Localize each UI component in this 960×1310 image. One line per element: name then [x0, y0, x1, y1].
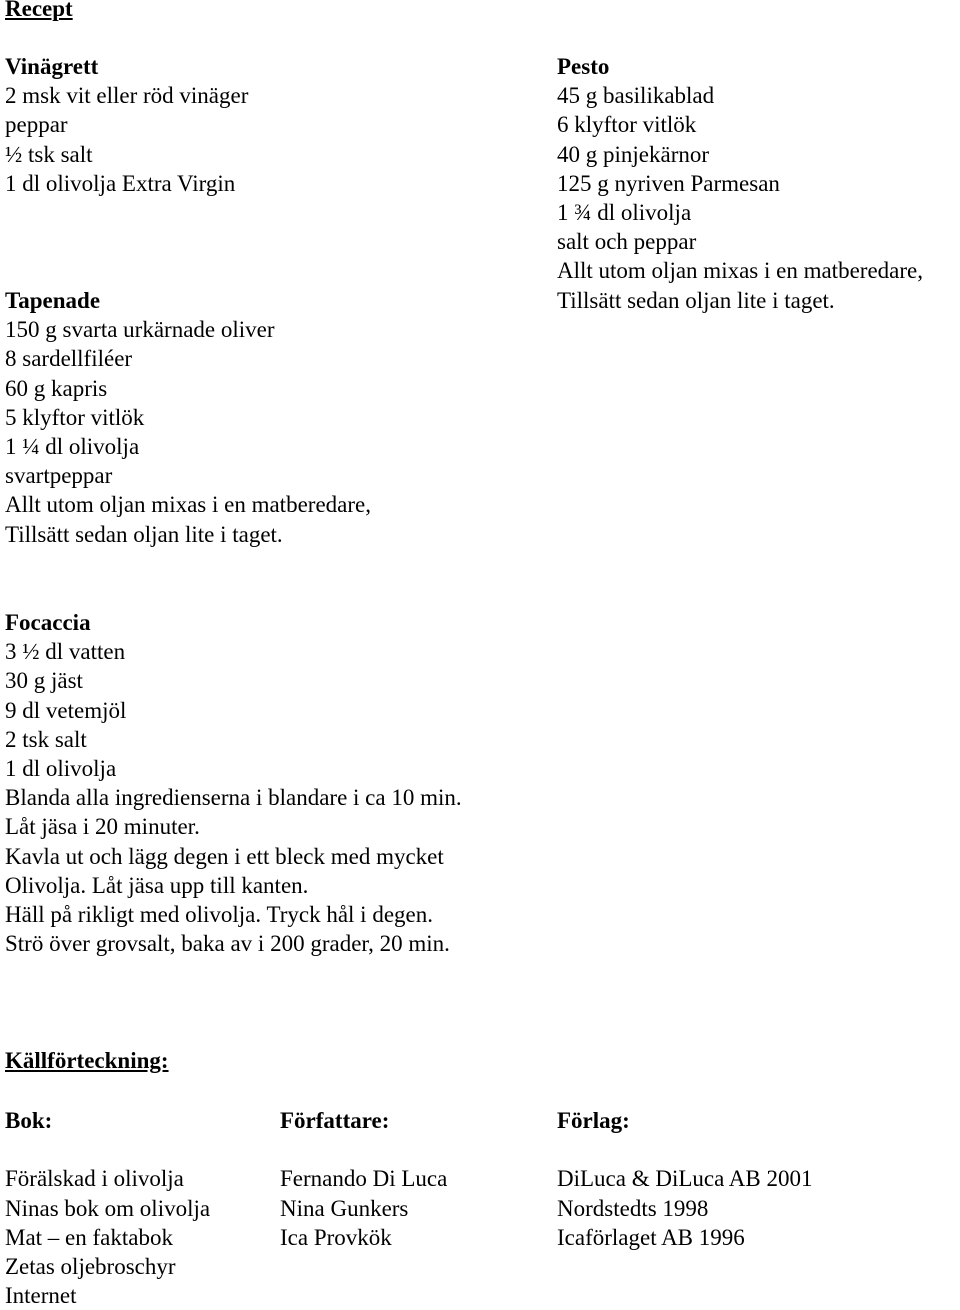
ingredient-line: 150 g svarta urkärnade oliver	[5, 317, 275, 343]
ingredient-line: peppar	[5, 112, 68, 138]
instruction-line: Häll på rikligt med olivolja. Tryck hål i degen.	[5, 901, 433, 927]
recipe-pesto	[557, 52, 923, 315]
recipe-title: Vinägrett	[5, 54, 99, 79]
ingredient-line: 45 g basilikablad	[557, 83, 715, 109]
source-publisher: DiLuca & DiLuca AB 2001	[557, 1166, 813, 1192]
sources-column-author	[280, 1106, 447, 1252]
sources-heading: Källförteckning:	[5, 1048, 169, 1073]
recipe-vinagrett	[5, 52, 248, 198]
recipe-tapenade	[5, 286, 371, 549]
source-author: Ica Provkök	[280, 1224, 392, 1250]
ingredient-line: 6 klyftor vitlök	[557, 112, 697, 138]
instruction-line: Blanda alla ingredienserna i blandare i ca 10 min.	[5, 785, 462, 811]
ingredient-line: 8 sardellfiléer	[5, 346, 133, 372]
ingredient-line: 1 ¼ dl olivolja	[5, 433, 140, 459]
column-header-author: Författare:	[280, 1108, 390, 1133]
recipe-title: Focaccia	[5, 610, 91, 635]
ingredient-line: 2 msk vit eller röd vinäger	[5, 83, 249, 109]
source-book: Ninas bok om olivolja	[5, 1195, 211, 1221]
ingredient-line: 125 g nyriven Parmesan	[557, 170, 780, 196]
sources-column-book	[5, 1106, 210, 1310]
instruction-line: Allt utom oljan mixas i en matberedare,	[557, 258, 923, 284]
ingredient-line: 40 g pinjekärnor	[557, 141, 710, 167]
sources-column-publisher	[557, 1106, 813, 1252]
source-publisher: Nordstedts 1998	[557, 1195, 709, 1221]
column-header-publisher: Förlag:	[557, 1108, 630, 1133]
ingredient-line: 1 dl olivolja	[5, 755, 117, 781]
source-book: Internet	[5, 1283, 77, 1309]
source-book: Förälskad i olivolja	[5, 1166, 184, 1192]
source-book: Zetas oljebroschyr	[5, 1253, 176, 1279]
recipe-focaccia	[5, 608, 462, 958]
ingredient-line: 1 dl olivolja Extra Virgin	[5, 170, 236, 196]
source-publisher: Icaförlaget AB 1996	[557, 1224, 745, 1250]
source-author: Nina Gunkers	[280, 1195, 409, 1221]
recipe-title: Pesto	[557, 54, 610, 79]
instruction-line: Låt jäsa i 20 minuter.	[5, 814, 200, 840]
ingredient-line: 3 ½ dl vatten	[5, 639, 126, 665]
ingredient-line: 2 tsk salt	[5, 726, 87, 752]
column-header-book: Bok:	[5, 1108, 53, 1133]
ingredient-line: 30 g jäst	[5, 668, 83, 694]
instruction-line: Olivolja. Låt jäsa upp till kanten.	[5, 872, 309, 898]
recipe-title: Tapenade	[5, 288, 101, 313]
ingredient-line: svartpeppar	[5, 463, 113, 489]
ingredient-line: salt och peppar	[557, 229, 697, 255]
instruction-line: Allt utom oljan mixas i en matberedare,	[5, 492, 371, 518]
ingredient-line: 9 dl vetemjöl	[5, 697, 127, 723]
instruction-line: Kavla ut och lägg degen i ett bleck med mycket	[5, 843, 444, 869]
ingredient-line: 60 g kapris	[5, 375, 108, 401]
instruction-line: Tillsätt sedan oljan lite i taget.	[5, 521, 283, 547]
page-title: Recept	[5, 0, 73, 21]
ingredient-line: 5 klyftor vitlök	[5, 404, 145, 430]
source-book: Mat – en faktabok	[5, 1224, 173, 1250]
ingredient-line: 1 ¾ dl olivolja	[557, 199, 692, 225]
source-author: Fernando Di Luca	[280, 1166, 448, 1192]
instruction-line: Tillsätt sedan oljan lite i taget.	[557, 287, 835, 313]
instruction-line: Strö över grovsalt, baka av i 200 grader, 20 min.	[5, 931, 450, 957]
ingredient-line: ½ tsk salt	[5, 141, 93, 167]
